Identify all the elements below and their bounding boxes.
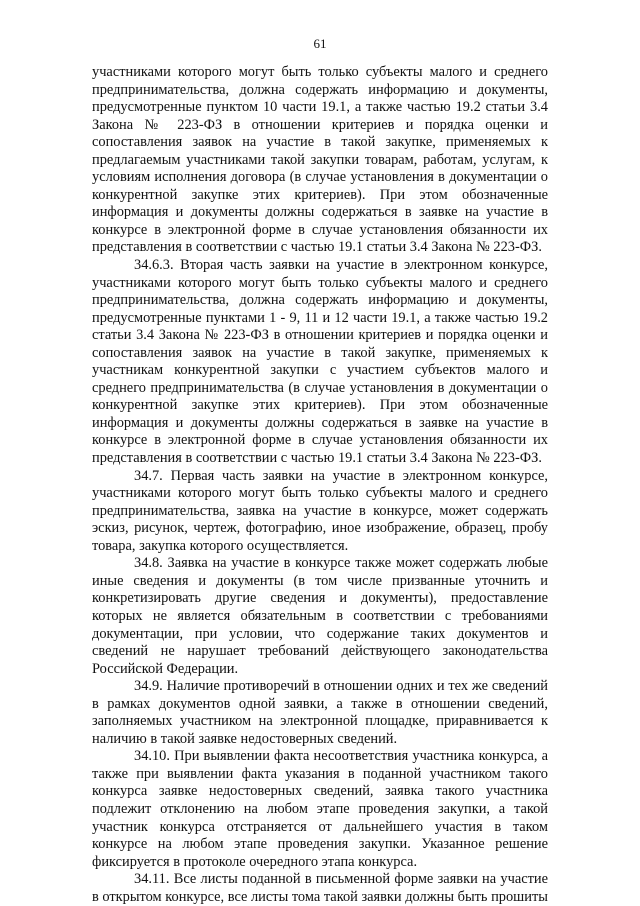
document-body [92, 64, 548, 906]
page-number: 61 [313, 36, 327, 51]
paragraph-continuation: участниками которого могут быть только субъекты малого и среднего предпринимательства, должна содержать информацию и документы, предусмотренные пунктом 10 части 19.1, а также частью 19.2 статьи 3.4 Закона № 223-ФЗ в отношении критериев и порядка оценки и сопоставления заявок на участие в такой закупке, применяемых к предлагаемым участниками такой закупки товарам, работам, услугам, к условиям исполнения договора (в случае установления в документации о конкурентной закупке этих критериев). При этом обозначенные информация и документы должны содержаться в заявке на участие в конкурсе в электронной форме в случае установления обязанности их представления в соответствии с частью 19.1 статьи 3.4 Закона № 223-ФЗ. [92, 64, 548, 256]
paragraph-34-6-3: 34.6.3. Вторая часть заявки на участие в электронном конкурсе, участниками которого могут быть только субъекты малого и среднего предпринимательства, должна содержать информацию и документы, предусмотренные пунктами 1 - 9, 11 и 12 части 19.1, а также частью 19.2 статьи 3.4 Закона № 223-ФЗ в отношении критериев и порядка оценки и сопоставления заявок на участие в такой закупке, применяемых к участникам конкурентной закупки с участием субъектов малого и среднего предпринимательства (в случае установления в документации о конкурентной закупке этих критериев). При этом обозначенные информация и документы должны содержаться в заявке на участие в конкурсе в электронной форме в случае установления обязанности их представления в соответствии с частью 19.1 статьи 3.4 Закона № 223-ФЗ. [92, 257, 548, 467]
paragraph-34-9: 34.9. Наличие противоречий в отношении одних и тех же сведений в рамках документов одной заявки, а также в отношении сведений, заполняемых участником на электронной площадке, приравнивается к наличию в такой заявке недостоверных сведений. [92, 678, 548, 747]
paragraph-34-8: 34.8. Заявка на участие в конкурсе также может содержать любые иные сведения и документы (в том числе призванные уточнить и конкретизировать другие сведения и документы), предоставление которых не является обязательным в соответствии с требованиями документации, при условии, что содержание таких документов и сведений не нарушает требований действующего законодательства Российской Федерации. [92, 555, 548, 677]
paragraph-34-11: 34.11. Все листы поданной в письменной форме заявки на участие в открытом конкурсе, все листы тома такой заявки должны быть прошиты [92, 871, 548, 905]
paragraph-34-7: 34.7. Первая часть заявки на участие в электронном конкурсе, участниками которого могут быть только субъекты малого и среднего предпринимательства, заявка на участие в конкурсе, может содержать эскиз, рисунок, чертеж, фотографию, иное изображение, образец, пробу товара, закупка которого осуществляется. [92, 467, 548, 554]
paragraph-34-10: 34.10. При выявлении факта несоответствия участника конкурса, а также при выявлении факта указания в поданной участником такого конкурса заявке недостоверных сведений, заявка такого участника подлежит отклонению на любом этапе проведения закупки, а такой участник конкурса отстраняется от дальнейшего участия в таком конкурсе на любом этапе проведения закупки. Указанное решение фиксируется в протоколе очередного этапа конкурса. [92, 748, 548, 870]
